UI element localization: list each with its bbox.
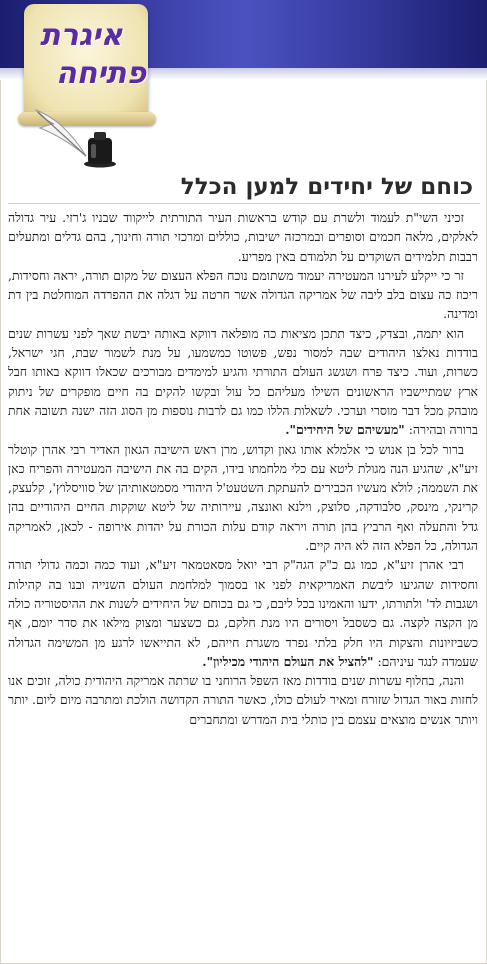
inkpot-icon	[82, 128, 118, 168]
article-body	[8, 208, 478, 964]
paragraph	[8, 555, 478, 671]
article-title: כוחם של יחידים למען הכלל	[180, 174, 473, 200]
paragraph-text: רבי אהרן זיע"א, כמו גם כ"ק הגה"ק רבי יואל מסאטמאר זיע"א, ועוד כמה וכמה גדולי תורה וחסידות שהגיעו ליבשת האמריקאית לפני או בסמוך למלחמת העולם השנייה ובנו בה קהילות ושגבות לד' ולתורתו, ידעו והאמינו בכל ליבם, כי גם בכוחם של היחידים לשנות את ההיסטוריה כולה מן הקצה לקצה. גם כשסבל ויסורים היו מנת חלקם, גם כשצער ומצוק מילאו את סדר יומם, אף כשביזיונות והצקות היו חלק בלתי נפרד משגרת חייהם, לא התייאשו לרגע מן המשימה הגדולה שעמדה לנגד עיניהם:	[8, 557, 478, 669]
title-divider	[8, 203, 480, 204]
paragraph: ברור לכל בן אנוש כי אלמלא אותו גאון וקדוש, מרן ראש הישיבה הגאון האדיר רבי אהרן קוטלר זיע"א, שהגיע הנה מגולת ליטא עם כלי מלחמתו בידו, הקים בה את הישיבה המעטירה והפריח כאן את השממה; לולא מעשיו הכבירים להעתקת השטעט'ל היהודי מסמטאותיהן של סוויסלוץ', קלעצק, קרינקי, מינסק, סלבודקה, סלוצק, וילנא ואונצה, עיירותיה של ליטא שוקקות החיים היהודיים בהן גדל והתעלה ואף הרביץ בהן תורה ויראה קודם עלות הכורת על יהדות אירופה - לכאן, לאמריקה הגדולה, כל הפלא הזה לא היה קיים.	[8, 441, 478, 554]
header	[0, 0, 487, 174]
logo-title-line2: פתיחה	[56, 56, 147, 91]
paragraph: והנה, בחלוף עשרות שנים בודדות מאז השפל הרוחני בו שרתה אמריקה היהודית כולה, זוכים אנו לחזות באור הגדול שזורח ומאיר לעולם כולו, כאשר התורה הקדושה הולכת ומתרבה מיום ליום. יותר ויותר אנשים מוצאים עצמם בין כותלי בית המדרש ומתחברים	[8, 673, 478, 727]
paragraph: זכיני השי"ת לעמוד ולשרת עם קודש בראשות העיר התורתית לייקווד שבניו ג'רזי. עיר גדולה לאלקים, מלאה חכמים וסופרים ובמרכזה ישיבות, כוללים ומרכזי תורה וחינוך, בהם גדלים ומתעלים רבבות תלמידים השוקדים על תלמודם באין מפריע.	[8, 210, 478, 264]
logo-title-line1: איגרת	[40, 18, 123, 53]
emphasized-quote: "להציל את העולם היהודי מכיליון".	[202, 653, 374, 669]
paragraph: זר כי ייקלע לעירנו המעטירה יעמוד משתומם נוכח הפלא העצום של מקום תורה, יראה וחסידות, ריכוז כה עצום בלב ליבה של אמריקה הגדולה אשר חרטה על דגלה את ההפרדה המוחלטת בין דת ומדינה.	[8, 267, 478, 322]
emphasized-quote: "מעשיהם של היחידים".	[285, 422, 405, 438]
paragraph	[8, 324, 478, 440]
paragraph-text: הוא יתמה, ובצדק, כיצד תתכן מציאות כה מופלאה דווקא באותה יבשת שאך לפני עשרות שנים בודדות נאלצו היהודים שבה למסור נפש, פשוטו כמשמעו, על מנת לשמור שבת, חגי ישראל, כשרות, ועוד. כיצד פרח ושגשג העולם התורתי והגיע למימדים מבורכים שכאלו דווקא באותו חבל ארץ שמתיישביו הראשונים השילו מעליהם כל עול ובקשו להקים בה חיים מופקרים של ניתוק מובהק מכל דבר מוסרי וערכי. לשאלות הללו כמו גם לרבות נוספות מן הסוג הזה ישנה תשובה אחת ברורה ובהירה:	[8, 325, 478, 438]
